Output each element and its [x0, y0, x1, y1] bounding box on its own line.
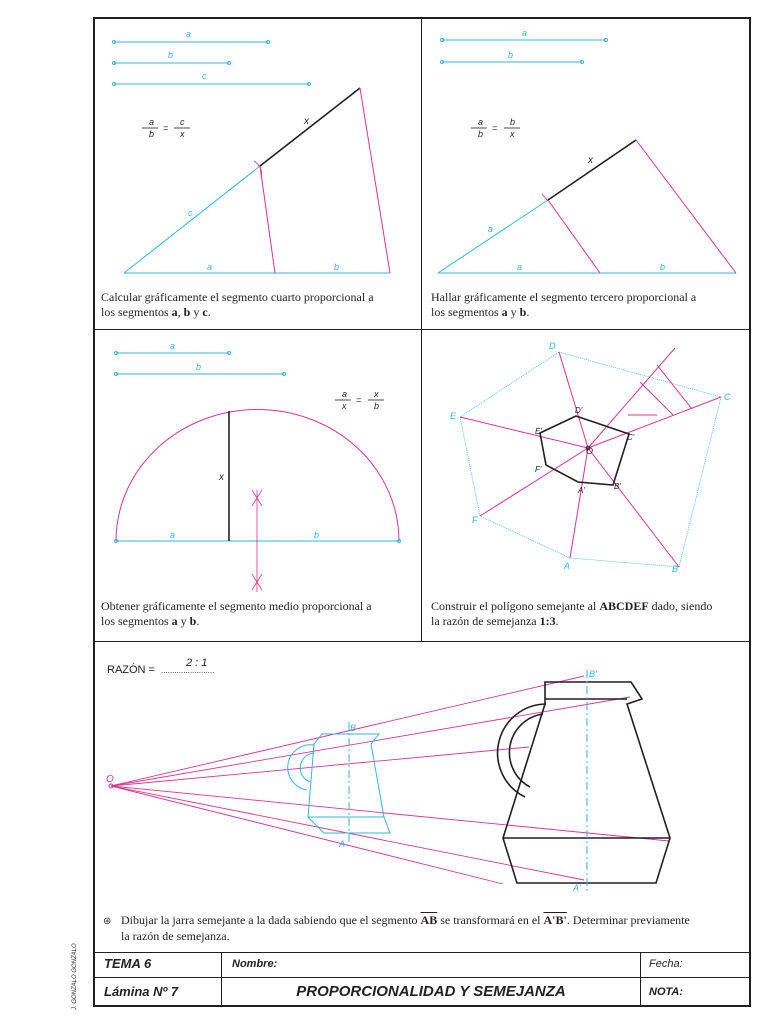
given-segments: [113, 41, 311, 86]
panel5-instructions: [103, 913, 743, 944]
b-base-label: b: [660, 262, 666, 272]
caption-line: la razón de semejanza: [431, 614, 540, 628]
vertex-Ep-label: E': [535, 427, 542, 436]
formula-equals: =: [356, 395, 362, 405]
formula-num-right: b: [510, 117, 516, 127]
caption-line: los segmentos: [101, 614, 172, 628]
instr-line: Dibujar la jarra semejante a la dada sabiendo que el segmento: [121, 913, 421, 927]
segment-a-label: a: [186, 29, 192, 39]
vertex-Fp-label: F': [535, 465, 542, 474]
fecha-label: Fecha:: [649, 958, 683, 970]
caption-bold-c: c: [202, 305, 208, 319]
formula-den-left: x: [342, 401, 347, 411]
bullet-icon: ⊛: [103, 916, 112, 927]
panel-cuarto-proporcional: [93, 17, 422, 330]
caption-line: Construir el polígono semejante al: [431, 599, 600, 613]
segment-AB: $\overline{AB}$: [420, 913, 438, 927]
caption-bold-a: a: [501, 305, 508, 319]
formula-den-right: x: [180, 129, 185, 139]
panel2-caption: [431, 290, 749, 320]
large-jug: [498, 682, 670, 883]
b-base-label: b: [334, 262, 340, 272]
ratio-dots: ........................: [161, 666, 215, 675]
caption-bold-b: b: [189, 614, 197, 628]
segment-a-label: a: [522, 28, 528, 38]
a-base-label: a: [207, 262, 213, 272]
x-label: x: [588, 155, 593, 166]
formula-den-left: b: [149, 129, 155, 139]
formula-den-right: x: [510, 129, 515, 139]
mean-proportional-construction: [94, 330, 423, 643]
projection-rays: [111, 676, 669, 884]
formula-num-right: x: [374, 389, 379, 399]
a-slant-label: a: [488, 224, 494, 234]
vertex-E-label: E: [450, 411, 457, 421]
segment-b-label: b: [196, 362, 202, 372]
formula-den-right: b: [374, 401, 380, 411]
lamina-label: Lámina Nº 7: [104, 984, 179, 999]
ratio-value: 2 : 1: [186, 657, 208, 669]
panel1-caption: [101, 290, 419, 320]
a-base-label: a: [517, 262, 523, 272]
nota-label: NOTA:: [649, 986, 684, 998]
caption-line: los segmentos: [431, 305, 502, 319]
center-O-label: O: [586, 446, 594, 456]
caption-sep: .: [555, 614, 559, 628]
fourth-proportional-construction: [94, 18, 423, 331]
instr-line: . Determinar previamente: [566, 913, 690, 927]
point-B-label: B: [350, 723, 357, 733]
proportion-formula: [471, 117, 520, 139]
given-segments: [441, 39, 608, 64]
ratio-label: RAZÓN =: [107, 664, 155, 676]
segment-a-label: a: [170, 341, 176, 351]
similar-polygon-construction: [422, 330, 752, 643]
segment-ApBp: A'B': [543, 913, 567, 927]
caption-bold-a: a: [171, 305, 178, 319]
segment-c-label: c: [202, 71, 207, 81]
panel-tercero-proporcional: [421, 17, 751, 330]
tema-cell: [93, 952, 222, 978]
author-credit: J. GONZALO GONZALO: [72, 943, 78, 1010]
panel4-caption: [431, 599, 749, 629]
vertex-D-label: D: [549, 341, 556, 351]
vertex-B-label: B: [672, 564, 679, 574]
formula-den-left: b: [478, 129, 484, 139]
proportion-formula: [142, 117, 190, 139]
caption-line: Calcular gráficamente el segmento cuarto proporcional a: [101, 290, 374, 304]
vertex-Ap-label: A': [578, 486, 585, 495]
caption-sep: .: [196, 614, 200, 628]
radial-lines: [460, 348, 721, 567]
vertex-Dp-label: D': [575, 406, 583, 415]
tema-label: TEMA 6: [104, 956, 152, 971]
segment-b-label: b: [168, 50, 174, 60]
panel-poligono-semejante: [421, 329, 751, 642]
point-A-label: A: [339, 839, 346, 849]
titulo-cell: [221, 977, 641, 1007]
point-Ap-label: A': [573, 883, 581, 893]
center-O-label: O: [106, 774, 114, 785]
panel-jarra-semejante: [93, 641, 751, 953]
caption-bold-b: b: [519, 305, 527, 319]
caption-sep: y: [177, 614, 190, 628]
panel3-caption: [101, 599, 419, 629]
caption-sep: y: [190, 305, 203, 319]
vertex-F-label: F: [472, 515, 478, 525]
vertex-Bp-label: B': [614, 482, 621, 491]
instr-line: se transformará en el: [437, 913, 544, 927]
formula-equals: =: [163, 123, 169, 133]
lamina-cell: [93, 977, 222, 1007]
x-label: x: [304, 116, 309, 127]
caption-bold-a: a: [171, 614, 178, 628]
formula-num-left: a: [342, 389, 348, 399]
caption-sep: ,: [177, 305, 184, 319]
formula-num-right: c: [180, 117, 185, 127]
caption-line: dado, siendo: [648, 599, 713, 613]
caption-sep: .: [207, 305, 211, 319]
caption-line: Obtener gráficamente el segmento medio proporcional a: [101, 599, 372, 613]
caption-line: Hallar gráficamente el segmento tercero proporcional a: [431, 290, 697, 304]
formula-num-left: a: [149, 117, 155, 127]
jug-homothety-construction: [94, 642, 752, 954]
formula-num-left: a: [478, 117, 484, 127]
sheet-title: PROPORCIONALIDAD Y SEMEJANZA: [296, 983, 566, 1000]
fecha-cell[interactable]: [640, 952, 751, 978]
caption-bold-b: b: [183, 305, 191, 319]
segment-b-label: b: [508, 50, 514, 60]
vertex-C-label: C: [724, 392, 731, 402]
point-Bp-label: B': [589, 669, 597, 679]
formula-equals: =: [492, 123, 498, 133]
nota-cell[interactable]: [640, 977, 751, 1007]
caption-bold-ratio: 1:3: [539, 614, 556, 628]
proportion-formula: [335, 389, 384, 411]
panel-medio-proporcional: [93, 329, 422, 642]
caption-sep: y: [507, 305, 520, 319]
a-base-label: a: [170, 530, 176, 540]
c-slant-label: c: [188, 208, 193, 218]
caption-line: los segmentos: [101, 305, 172, 319]
nombre-cell[interactable]: [221, 952, 641, 978]
x-label: x: [219, 472, 224, 483]
instr-line: la razón de semejanza.: [121, 929, 230, 943]
b-base-label: b: [314, 530, 320, 540]
vertex-A-label: A: [564, 561, 571, 571]
nombre-label: Nombre:: [232, 958, 278, 970]
vertex-Cp-label: C': [627, 433, 635, 442]
third-proportional-construction: [422, 18, 752, 331]
caption-sep: .: [526, 305, 530, 319]
caption-bold-name: ABCDEF: [599, 599, 649, 613]
